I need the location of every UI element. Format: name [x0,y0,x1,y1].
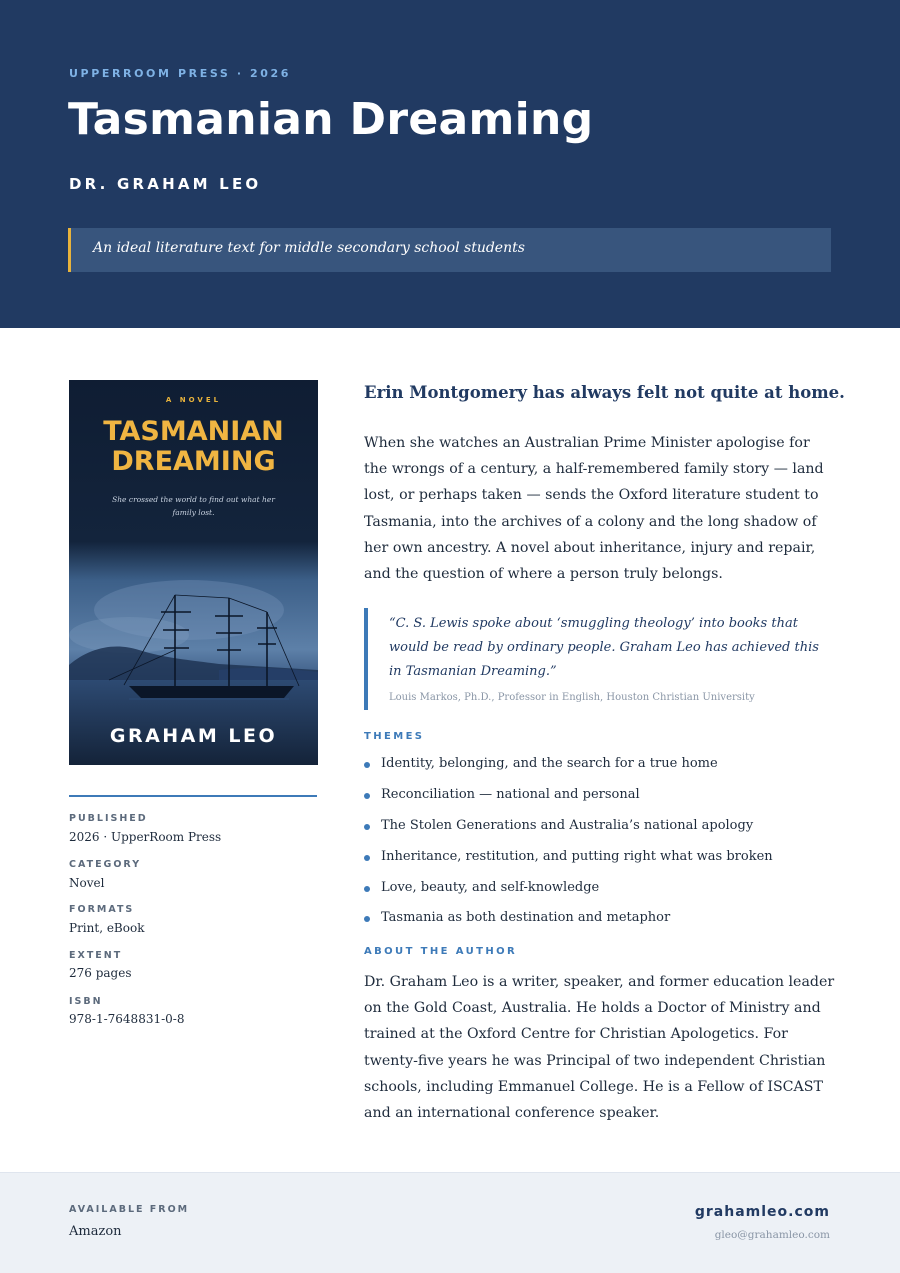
book-title: Tasmanian Dreaming [68,94,594,145]
author-name: DR. GRAHAM LEO [69,175,262,193]
cover-title-line-1: TASMANIAN [103,416,284,447]
bullet-dot-icon [364,855,370,861]
cover-title-line-2: DREAMING [111,446,276,477]
bullet-dot-icon [364,793,370,799]
meta-label-category: CATEGORY [69,859,142,870]
cover-eyebrow: A NOVEL [165,396,222,404]
publisher-eyebrow: UPPERROOM PRESS · 2026 [69,67,292,80]
header-band [0,0,900,328]
cover-author: GRAHAM LEO [109,725,278,747]
bullet-dot-icon [364,762,370,768]
footer [0,1172,900,1273]
meta-value-formats: Print, eBook [69,921,145,935]
meta-value-isbn: 978-1-7648831-0-8 [69,1012,185,1026]
tagline-box [68,228,831,272]
email-link[interactable]: gleo@grahamleo.com [714,1229,830,1241]
tagline-text: An ideal literature text for middle secondary school students [93,240,525,256]
cover-subtitle-line-1: She crossed the world to find out what her [112,495,275,504]
bullet-dot-icon [364,824,370,830]
endorsement-quote [364,608,830,710]
meta-label-extent: EXTENT [69,950,123,961]
bullet-dot-icon [364,886,370,892]
meta-value-published: 2026 · UpperRoom Press [69,830,222,844]
retailer-name: Amazon [69,1224,122,1239]
meta-value-extent: 276 pages [69,966,132,980]
meta-label-published: PUBLISHED [69,813,148,824]
lead-sentence: Erin Montgomery has always felt not quite at home. [364,383,845,402]
metadata-divider [69,795,317,797]
quote-text: “C. S. Lewis spoke about ‘smuggling theology’ into books that would be read by ordinary people. Graham Leo has achieved this in Tasmanian Dreaming.” [389,616,819,679]
meta-value-category: Novel [69,876,105,890]
synopsis: When she watches an Australian Prime Minister apologise for the wrongs of a century, a half-remembered family story — land lost, or perhaps taken — sends the Oxford literature student to Tasmania, into the archives of a colony and the long shadow of her own ancestry. A novel about inheritance, injury and repair, and the question of where a person truly belongs. [364,435,824,583]
cover-subtitle-line-2: family lost. [172,508,215,517]
about-author-text: Dr. Graham Leo is a writer, speaker, and former education leader on the Gold Coast, Australia. He holds a Doctor of Ministry and trained at the Oxford Centre for Christian Apologetics. For twenty-five years he was Principal of two independent Christian schools, including Emmanuel College. He is a Fellow of ISCAST and an international conference speaker. [364,974,835,1122]
bullet-dot-icon [364,916,370,922]
themes-heading: THEMES [364,731,425,742]
book-cover [69,380,318,765]
meta-label-formats: FORMATS [69,904,135,915]
meta-label-isbn: ISBN [69,996,103,1007]
website-link[interactable]: grahamleo.com [694,1204,830,1220]
about-author-heading: ABOUT THE AUTHOR [364,946,518,957]
quote-attribution: Louis Markos, Ph.D., Professor in English, Houston Christian University [389,692,755,703]
available-from-label: AVAILABLE FROM [69,1204,190,1215]
